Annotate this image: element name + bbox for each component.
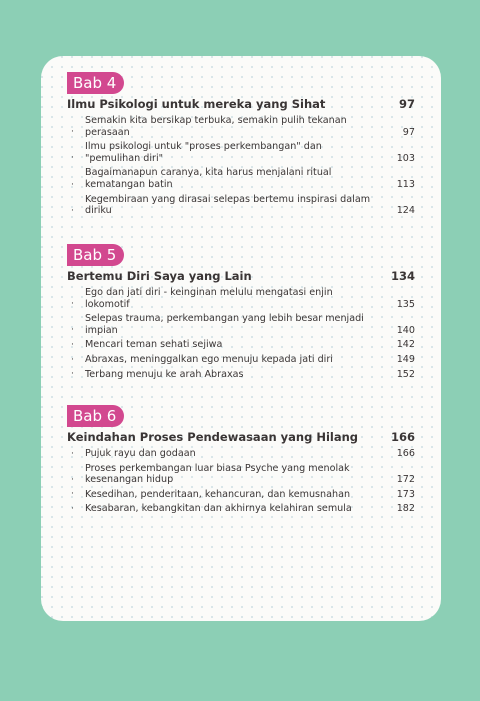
- entry-title: Abraxas, meninggalkan ego menuju kepada jati diri: [85, 353, 333, 365]
- chapter-5: [67, 244, 415, 383]
- entry-page: 113: [396, 178, 415, 190]
- toc-entry[interactable]: [67, 115, 415, 138]
- bullet-icon: ·: [71, 153, 74, 164]
- entry-page: 142: [396, 339, 415, 351]
- toc-entry[interactable]: [67, 354, 415, 366]
- bullet-icon: ·: [71, 474, 74, 485]
- bullet-icon: ·: [71, 179, 74, 190]
- chapter-title: Ilmu Psikologi untuk mereka yang Sihat: [67, 97, 326, 111]
- toc-entry[interactable]: [67, 141, 415, 164]
- chapter-page: 134: [390, 269, 415, 283]
- toc-entry[interactable]: [67, 503, 415, 515]
- chapter-badge: Bab 4: [67, 72, 124, 94]
- bullet-icon: ·: [71, 369, 74, 380]
- bullet-icon: ·: [71, 489, 74, 500]
- toc-entry[interactable]: [67, 339, 415, 351]
- chapter-badge: Bab 5: [67, 244, 124, 266]
- toc-entry[interactable]: [67, 369, 415, 381]
- entry-title: Kegembiraan yang dirasai selepas bertemu inspirasi dalam diriku: [85, 193, 371, 217]
- chapter-4: [67, 72, 415, 220]
- entry-page: 140: [396, 324, 415, 336]
- toc-entry[interactable]: [67, 287, 415, 310]
- chapter-heading[interactable]: [67, 97, 415, 111]
- entry-page: 149: [396, 353, 415, 365]
- entry-title: Ilmu psikologi untuk "proses perkembangan" dan "pemulihan diri": [85, 141, 322, 164]
- bullet-icon: ·: [71, 127, 74, 138]
- entry-title: Mencari teman sehati sejiwa: [85, 339, 223, 351]
- entry-title: Kesabaran, kebangkitan dan akhirnya kelahiran semula: [85, 503, 352, 515]
- chapter-title: Bertemu Diri Saya yang Lain: [67, 269, 252, 283]
- toc-entry[interactable]: [67, 489, 415, 501]
- toc-entry[interactable]: [67, 448, 415, 460]
- toc-entry[interactable]: [67, 463, 415, 486]
- contents-page: [41, 56, 441, 621]
- entry-page: 124: [396, 205, 415, 217]
- entry-title: Terbang menuju ke arah Abraxas: [85, 368, 244, 380]
- chapter-page: 166: [390, 430, 415, 444]
- entry-page: 135: [396, 298, 415, 310]
- entry-page: 173: [396, 488, 415, 500]
- bullet-icon: ·: [71, 354, 74, 365]
- chapter-badge: Bab 6: [67, 405, 124, 427]
- entry-title: Semakin kita bersikap terbuka, semakin pulih tekanan perasaan: [85, 115, 347, 138]
- entry-page: 166: [396, 448, 415, 459]
- entry-page: 103: [396, 152, 415, 164]
- entry-title: Ego dan jati diri - keinginan melulu mengatasi enjin lokomotif: [85, 287, 333, 310]
- entry-title: Selepas trauma, perkembangan yang lebih besar menjadi impian: [85, 313, 364, 336]
- chapter-heading[interactable]: [67, 430, 415, 444]
- bullet-icon: ·: [71, 325, 74, 336]
- bullet-icon: ·: [71, 339, 74, 350]
- entry-page: 182: [396, 503, 415, 515]
- entry-page: 172: [396, 474, 415, 486]
- chapter-6: [67, 405, 415, 518]
- entry-page: 97: [402, 126, 415, 138]
- entry-title: Proses perkembangan luar biasa Psyche yang menolak kesenangan hidup: [85, 462, 350, 486]
- entry-title: Kesedihan, penderitaan, kehancuran, dan kemusnahan: [85, 488, 351, 500]
- bullet-icon: ·: [71, 299, 74, 310]
- toc-entry[interactable]: [67, 167, 415, 190]
- toc-entry[interactable]: [67, 194, 415, 217]
- bullet-icon: ·: [71, 448, 74, 459]
- toc-entry[interactable]: [67, 313, 415, 336]
- chapter-title: Keindahan Proses Pendewasaan yang Hilang: [67, 430, 359, 444]
- bullet-icon: ·: [71, 205, 74, 216]
- entry-title: Bagaimanapun caranya, kita harus menjalani ritual kematangan batin: [85, 167, 332, 190]
- bullet-icon: ·: [71, 503, 74, 514]
- entry-title: Pujuk rayu dan godaan: [85, 448, 196, 459]
- chapter-heading[interactable]: [67, 269, 415, 283]
- entry-page: 152: [396, 368, 415, 380]
- chapter-page: 97: [398, 97, 415, 111]
